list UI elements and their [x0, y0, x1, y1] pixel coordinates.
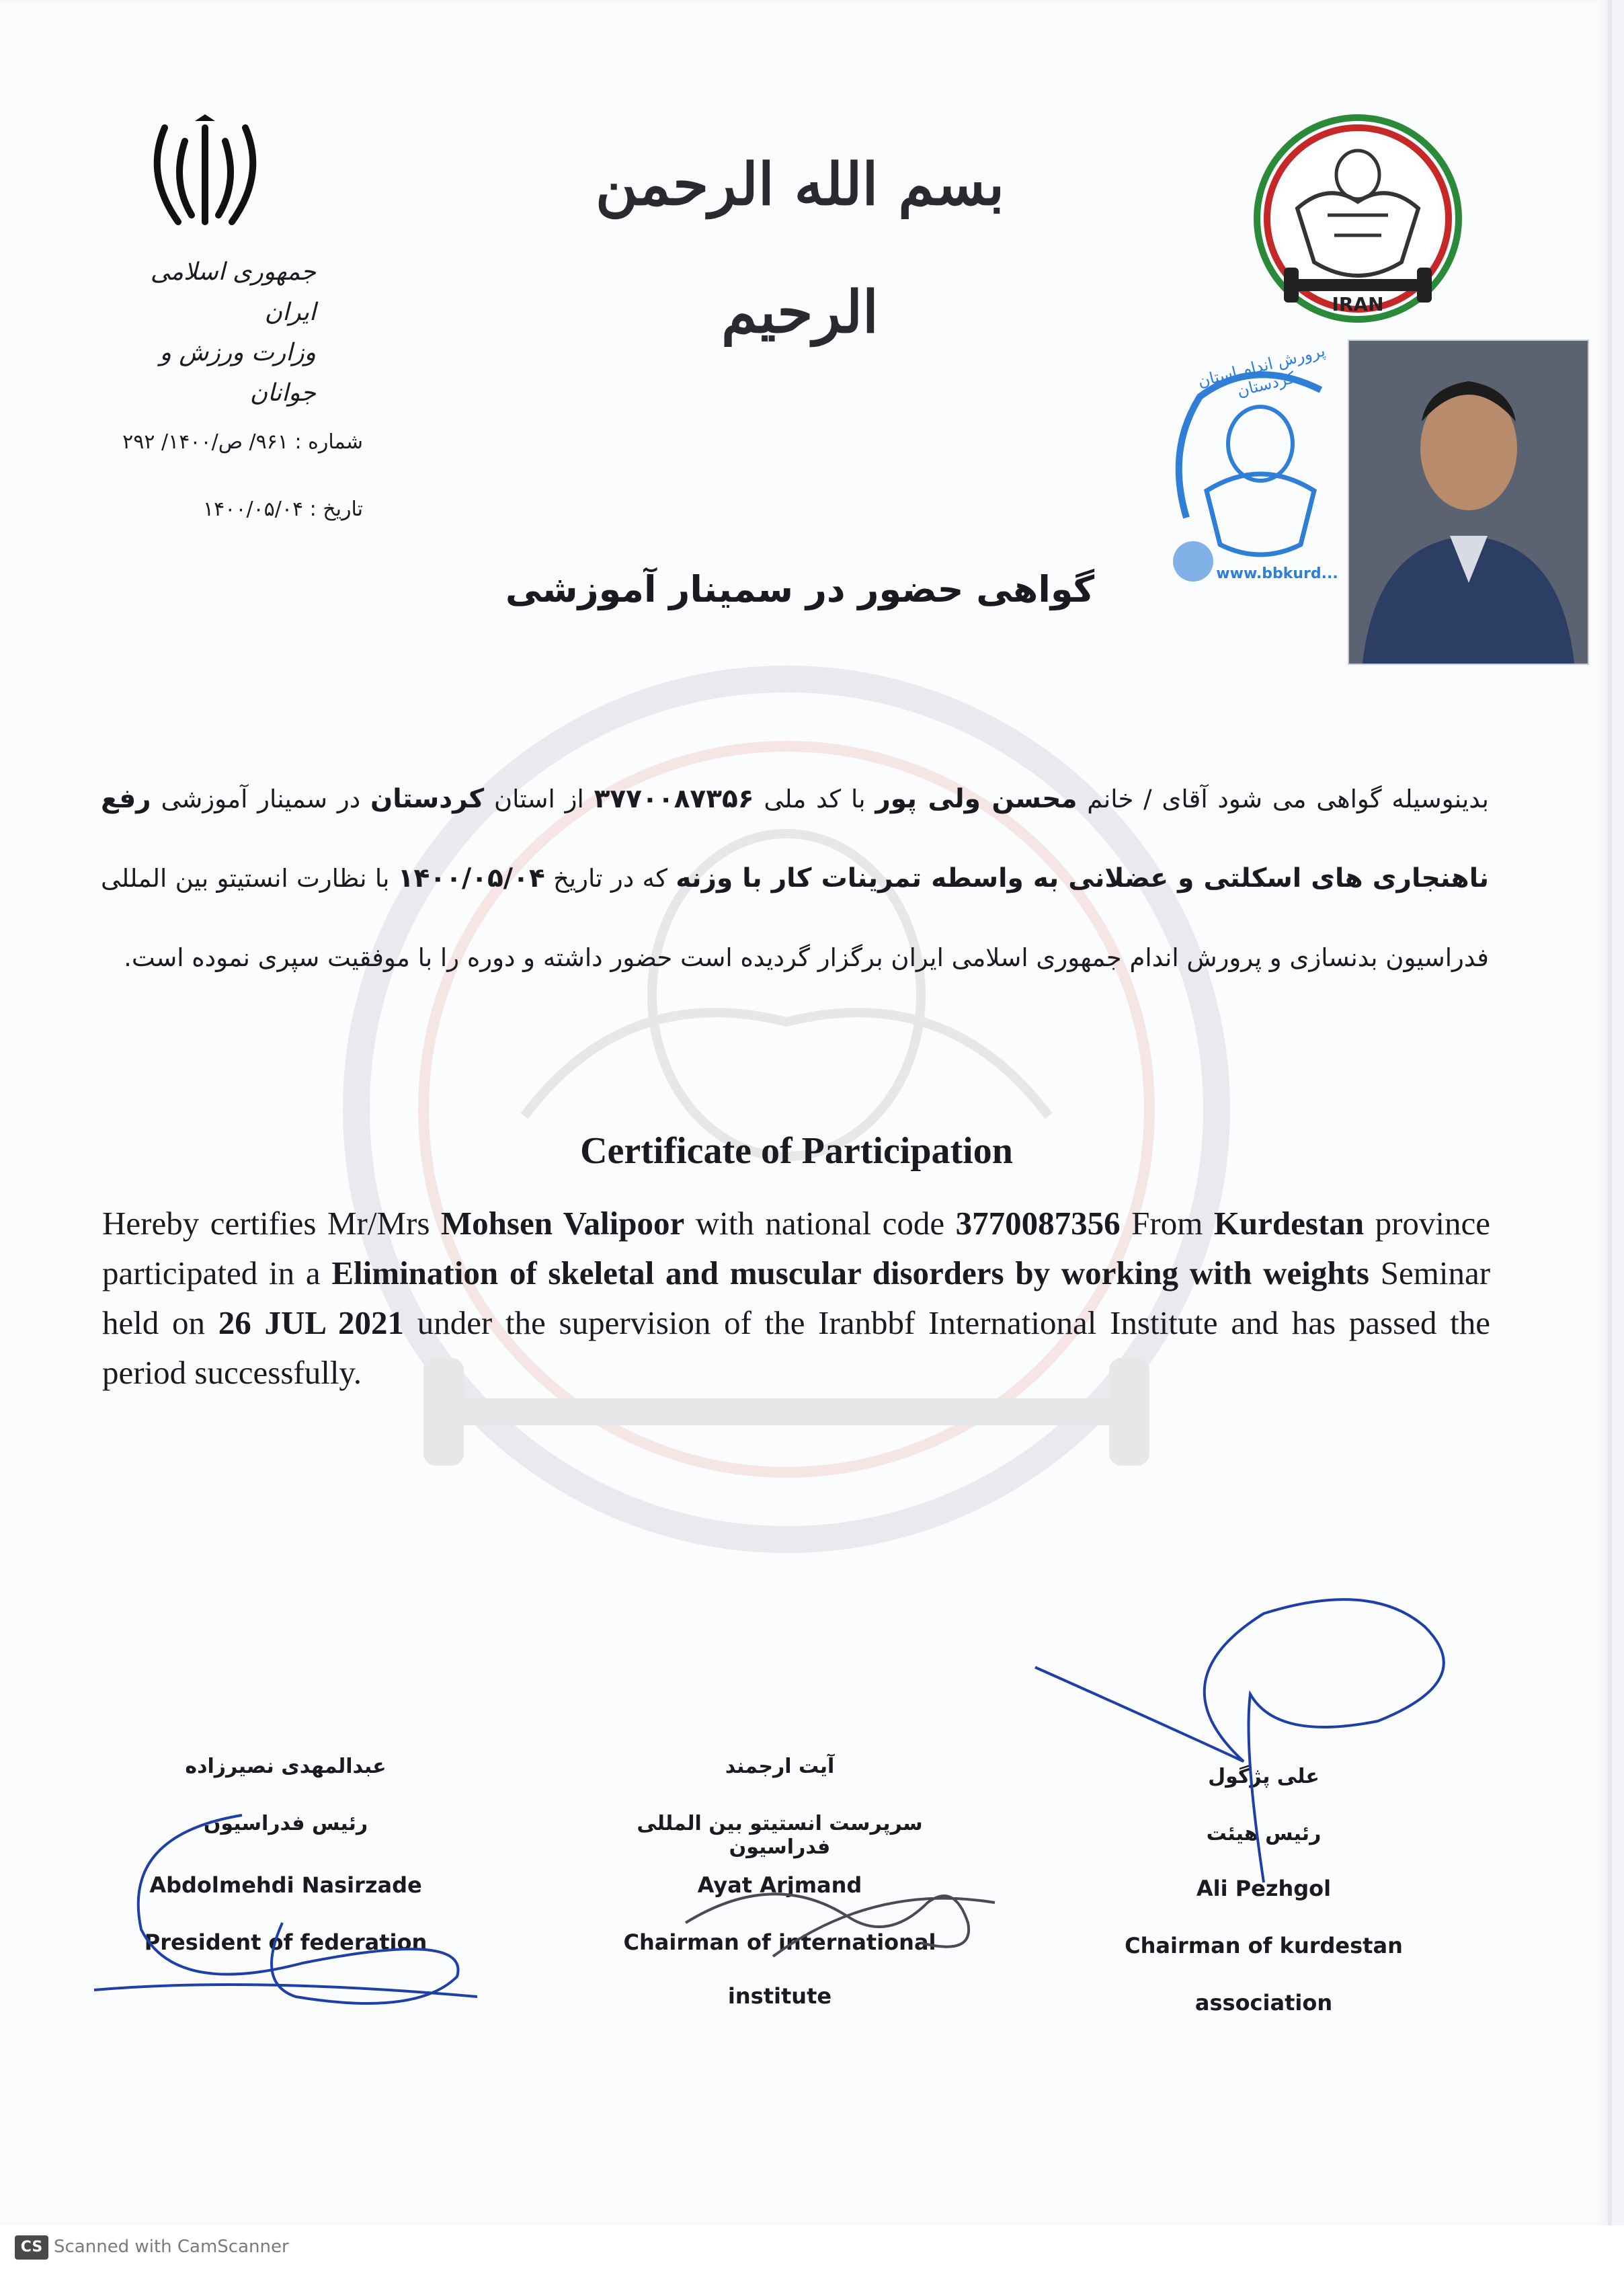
reference-number: شماره : ۹۶۱/ ص/۱۴۰۰/ ۲۹۲ [122, 430, 363, 454]
iran-emblem-icon [138, 114, 272, 235]
en-s6: under the supervision of the Iranbbf International Institute and has passed the period successfully. [102, 1304, 1490, 1391]
stamp-arc-text: پرورش اندام استان کردستان [1196, 341, 1328, 401]
persian-body [101, 760, 1489, 998]
portrait-icon [1349, 341, 1588, 664]
gov-line2: وزارت ورزش و جوانان [159, 339, 316, 407]
en-code: 3770087356 [955, 1205, 1121, 1242]
signature-block-association [1116, 1741, 1412, 2037]
sig2-en-name: Ayat Arjmand [697, 1872, 862, 1898]
signature-block-president [124, 1741, 447, 2024]
participant-photo [1348, 340, 1589, 665]
en-s4: province participated in a [102, 1205, 1490, 1291]
fa-p1c: از استان [484, 785, 594, 813]
sig2-en-role: Chairman of international [623, 1929, 936, 1955]
fa-code: ۳۷۷۰۰۸۷۳۵۶ [594, 784, 754, 814]
sig3-fa-name: علی پژگول [1208, 1765, 1320, 1788]
sig2-en-role2: institute [727, 1983, 832, 2009]
fa-date: ۱۴۰۰/۰۵/۰۴ [397, 863, 545, 893]
sig1-en-role: President of federation [144, 1929, 428, 1955]
fa-p1a: بدینوسیله گواهی می شود آقای / خانم [1077, 785, 1489, 813]
sig3-en-name: Ali Pezhgol [1196, 1876, 1332, 1901]
en-s5: Seminar held on [102, 1254, 1491, 1341]
sig2-fa-name: آیت ارجمند [725, 1755, 835, 1778]
en-s1: Hereby certifies Mr/Mrs [102, 1205, 441, 1242]
sig3-en-role2: association [1194, 1990, 1333, 2016]
fa-province: کردستان [370, 784, 485, 814]
camscanner-logo-icon: CS [15, 2235, 48, 2260]
stamp-url: www.bbkurd... [1216, 565, 1338, 582]
en-name: Mohsen Valipoor [440, 1205, 685, 1242]
fa-p1b: با کد ملی [754, 785, 876, 813]
sig1-en-name: Abdolmehdi Nasirzade [149, 1872, 422, 1898]
ministry-header [94, 252, 316, 413]
reference-date: تاریخ : ۱۴۰۰/۰۵/۰۴ [203, 497, 363, 521]
signature-block-institute [592, 1741, 968, 2024]
en-s2: with national code [684, 1205, 956, 1242]
english-title: Certificate of Participation [580, 1130, 1013, 1172]
fa-course: رفع ناهنجاری های اسکلتی و عضلانی به واسطه تمرینات کار با وزنه [101, 784, 1489, 893]
fa-p1f: با نظارت انستیتو بین المللی فدراسیون بدنسازی و پرورش اندام جمهوری اسلامی ایران برگزار گردیده است حضور داشته و دوره را با موفقیت سپری نموده است. [101, 864, 1489, 972]
fa-p1d: در سمینار آموزشی [151, 785, 370, 813]
fed-logo-text: IRAN [1332, 293, 1384, 315]
sig3-en-role: Chairman of kurdestan [1125, 1933, 1403, 1958]
basmala-calligraphy: بسم الله الرحمن الرحیم [595, 151, 1005, 346]
camscanner-text: Scanned with CamScanner [54, 2237, 289, 2257]
sig3-fa-role: رئیس هیئت [1206, 1822, 1322, 1845]
sig1-fa-name: عبدالمهدی نصیرزاده [185, 1755, 387, 1778]
en-course: Elimination of skeletal and muscular disorders by working with weights [331, 1254, 1369, 1291]
gov-line1: جمهوری اسلامی ایران [150, 258, 316, 326]
en-province: Kurdestan [1213, 1205, 1365, 1242]
sig2-fa-role: سرپرست انستیتو بین المللی فدراسیون [637, 1812, 923, 1859]
persian-title: گواهی حضور در سمینار آموزشی [505, 568, 1095, 610]
english-body [102, 1199, 1490, 1398]
en-date: 26 JUL 2021 [218, 1304, 404, 1341]
fa-name: محسن ولی پور [875, 784, 1078, 814]
en-s3: From [1120, 1205, 1214, 1242]
fa-p1e: که در تاریخ [544, 864, 676, 893]
sig1-fa-role: رئیس فدراسیون [203, 1812, 368, 1835]
federation-logo-icon [1247, 108, 1469, 329]
